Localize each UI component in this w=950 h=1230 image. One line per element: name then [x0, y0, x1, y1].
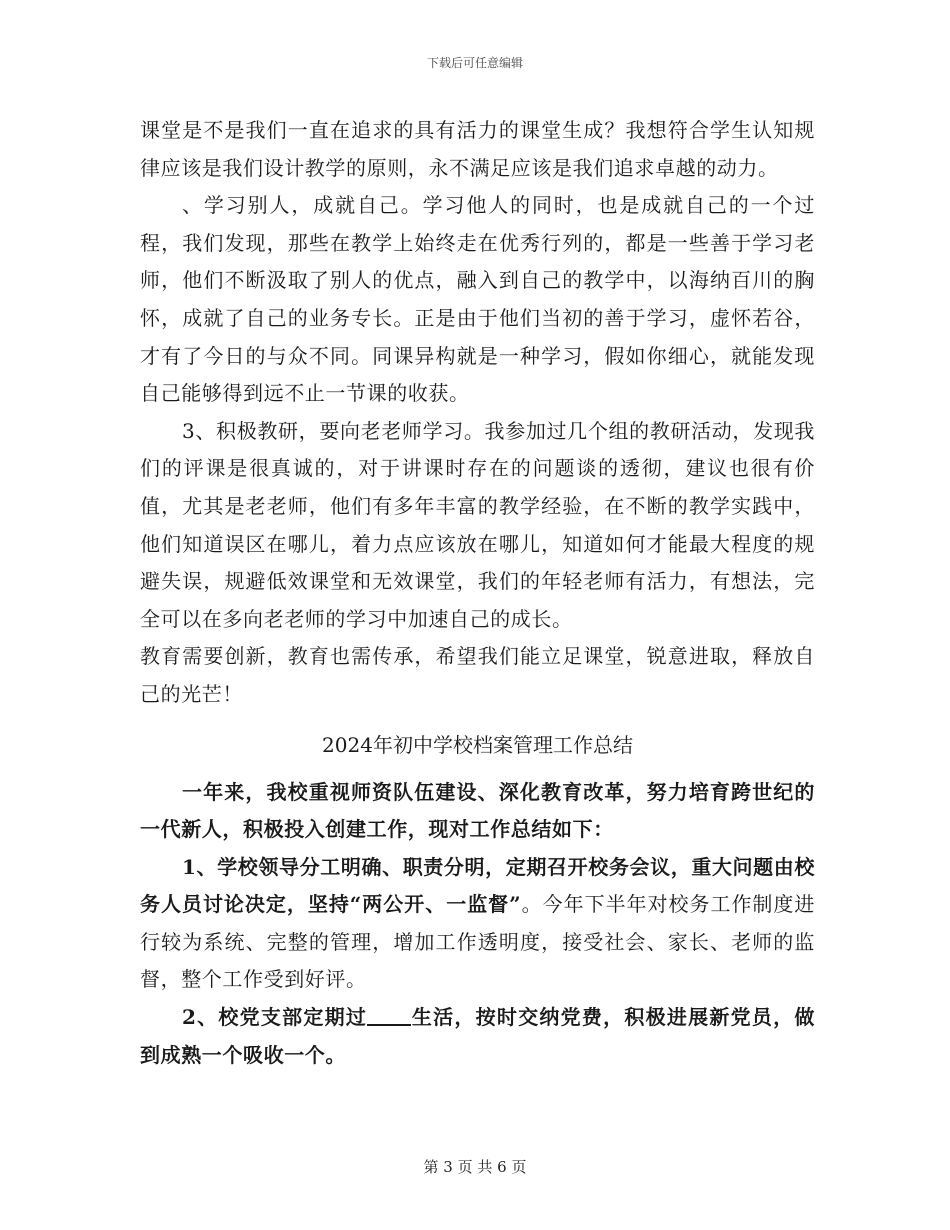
paragraph-conclusion: 教育需要创新，教育也需传承，希望我们能立足课堂，锐意进取，释放自己的光芒！: [140, 644, 815, 706]
page-footer-number: 第 3 页 共 6 页: [423, 1158, 527, 1176]
paragraph-learn-from-others: 、学习别人，成就自己。学习他人的同时，也是成就自己的一个过程，我们发现，那些在教学上始终走在优秀行列的，都是一些善于学习老师，他们不断汲取了别人的优点，融入到自己的教学中，以海纳百川的胸怀，成就了自己的业务专长。正是由于他们当初的善于学习，虚怀若谷，才有了今日的与众不同。同课异构就是一种学习，假如你细心，就能发现自己能够得到远不止一节课的收获。: [140, 193, 815, 406]
fill-in-blank: [367, 1006, 411, 1026]
section-item-2-part1: 2、校党支部定期过: [182, 1005, 368, 1030]
section-item-1: [140, 849, 815, 999]
paragraph-continuation: 课堂是不是我们一直在追求的具有活力的课堂生成？我想符合学生认知规律应该是我们设计教学的原则，永不满足应该是我们追求卓越的动力。: [140, 118, 815, 180]
section-item-2: [140, 999, 815, 1074]
paragraph-teaching-research: 3、积极教研，要向老老师学习。我参加过几个组的教研活动，发现我们的评课是很真诚的，对于讲课时存在的问题谈的透彻，建议也很有价值，尤其是老老师，他们有多年丰富的教学经验，在不断的教学实践中，他们知道误区在哪儿，着力点应该放在哪儿，知道如何才能最大程度的规避失误，规避低效课堂和无效课堂，我们的年轻老师有活力，有想法，完全可以在多向老老师的学习中加速自己的成长。: [140, 418, 815, 631]
section-item-1-bold: 1、学校领导分工明确、职责分明，定期召开校务会议，重大问题由校务人员讨论决定，坚持“两公开、一监督”: [140, 854, 815, 917]
section-item-2-part2: 生活，按时交纳党费，积极进展新党员，做到成熟一个吸收一个。: [140, 1005, 815, 1067]
section-item-1-rest: 。今年下半年对校务工作制度进行较为系统、完整的管理，增加工作透明度，接受社会、家长、老师的监督，整个工作受到好评。: [140, 892, 815, 992]
page-header-note: 下载后可任意编辑: [426, 56, 523, 70]
section-intro: 一年来，我校重视师资队伍建设、深化教育改革，努力培育跨世纪的一代新人，积极投入创建工作，现对工作总结如下：: [140, 779, 815, 842]
section-title: 2024年初中学校档案管理工作总结: [322, 732, 633, 757]
document-body: [140, 112, 815, 1074]
